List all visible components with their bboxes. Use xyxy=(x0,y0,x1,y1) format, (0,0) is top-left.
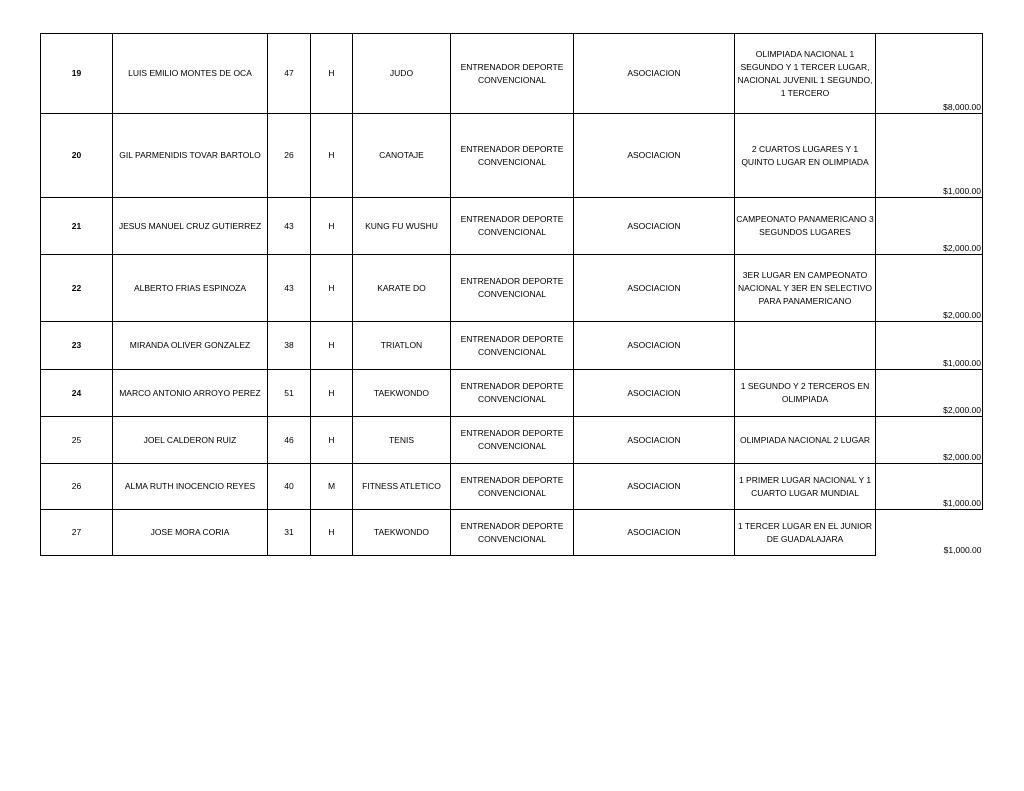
row-number: 26 xyxy=(41,464,113,510)
coach-amount xyxy=(876,510,983,556)
coach-sport: KUNG FU WUSHU xyxy=(353,198,451,255)
coach-sport: CANOTAJE xyxy=(353,114,451,198)
coach-role: ENTRENADOR DEPORTE CONVENCIONAL xyxy=(451,114,574,198)
coach-name: ALMA RUTH INOCENCIO REYES xyxy=(113,464,268,510)
coach-role: ENTRENADOR DEPORTE CONVENCIONAL xyxy=(451,417,574,464)
coach-sport: TRIATLON xyxy=(353,322,451,370)
amount-value: $1,000.00 xyxy=(943,544,982,555)
amount-value: $2,000.00 xyxy=(943,452,981,462)
table-row xyxy=(41,34,983,114)
coach-role: ENTRENADOR DEPORTE CONVENCIONAL xyxy=(451,464,574,510)
coach-role: ENTRENADOR DEPORTE CONVENCIONAL xyxy=(451,322,574,370)
row-number: 27 xyxy=(41,510,113,556)
coach-type: ASOCIACION xyxy=(574,464,735,510)
coaches-table-page xyxy=(40,33,983,556)
amount-value: $1,000.00 xyxy=(943,186,981,196)
coach-name: JESUS MANUEL CRUZ GUTIERREZ xyxy=(113,198,268,255)
coach-sport: TAEKWONDO xyxy=(353,510,451,556)
coach-type: ASOCIACION xyxy=(574,417,735,464)
coach-achievements: 1 SEGUNDO Y 2 TERCEROS EN OLIMPIADA xyxy=(735,370,876,417)
amount-value: $8,000.00 xyxy=(943,102,981,112)
coach-amount xyxy=(876,417,983,464)
coach-sex: M xyxy=(311,464,353,510)
table-row xyxy=(41,417,983,464)
coach-role: ENTRENADOR DEPORTE CONVENCIONAL xyxy=(451,255,574,322)
coach-amount xyxy=(876,114,983,198)
coach-sport: TAEKWONDO xyxy=(353,370,451,417)
coach-type: ASOCIACION xyxy=(574,370,735,417)
coach-amount xyxy=(876,198,983,255)
coach-sex: H xyxy=(311,322,353,370)
coach-amount xyxy=(876,464,983,510)
table-row xyxy=(41,255,983,322)
coach-sex: H xyxy=(311,510,353,556)
coach-age: 43 xyxy=(268,198,311,255)
row-number: 25 xyxy=(41,417,113,464)
coach-type: ASOCIACION xyxy=(574,114,735,198)
coach-name: JOSE MORA CORIA xyxy=(113,510,268,556)
coach-role: ENTRENADOR DEPORTE CONVENCIONAL xyxy=(451,34,574,114)
coach-age: 40 xyxy=(268,464,311,510)
coach-name: MIRANDA OLIVER GONZALEZ xyxy=(113,322,268,370)
coach-age: 38 xyxy=(268,322,311,370)
row-number: 20 xyxy=(41,114,113,198)
row-number: 21 xyxy=(41,198,113,255)
coach-sex: H xyxy=(311,198,353,255)
coach-name: GIL PARMENIDIS TOVAR BARTOLO xyxy=(113,114,268,198)
table-row xyxy=(41,510,983,556)
coach-achievements: 1 TERCER LUGAR EN EL JUNIOR DE GUADALAJARA xyxy=(735,510,876,556)
coach-age: 26 xyxy=(268,114,311,198)
amount-value: $1,000.00 xyxy=(943,358,981,368)
coach-sex: H xyxy=(311,114,353,198)
coach-sex: H xyxy=(311,34,353,114)
coach-type: ASOCIACION xyxy=(574,198,735,255)
coach-role: ENTRENADOR DEPORTE CONVENCIONAL xyxy=(451,198,574,255)
amount-value: $2,000.00 xyxy=(943,243,981,253)
coach-achievements: CAMPEONATO PANAMERICANO 3 SEGUNDOS LUGARES xyxy=(735,198,876,255)
coach-achievements: OLIMPIADA NACIONAL 1 SEGUNDO Y 1 TERCER LUGAR, NACIONAL JUVENIL 1 SEGUNDO, 1 TERCERO xyxy=(735,34,876,114)
coach-name: ALBERTO FRIAS ESPINOZA xyxy=(113,255,268,322)
row-number: 24 xyxy=(41,370,113,417)
coach-achievements: 3ER LUGAR EN CAMPEONATO NACIONAL Y 3ER EN SELECTIVO PARA PANAMERICANO xyxy=(735,255,876,322)
row-number: 19 xyxy=(41,34,113,114)
coaches-table xyxy=(40,33,983,556)
amount-value: $1,000.00 xyxy=(943,498,981,508)
coach-achievements: 1 PRIMER LUGAR NACIONAL Y 1 CUARTO LUGAR MUNDIAL xyxy=(735,464,876,510)
row-number: 23 xyxy=(41,322,113,370)
coach-type: ASOCIACION xyxy=(574,510,735,556)
coach-sport: JUDO xyxy=(353,34,451,114)
coach-amount xyxy=(876,255,983,322)
coach-type: ASOCIACION xyxy=(574,322,735,370)
coach-age: 51 xyxy=(268,370,311,417)
coach-sex: H xyxy=(311,417,353,464)
coach-name: JOEL CALDERON RUIZ xyxy=(113,417,268,464)
coach-name: LUIS EMILIO MONTES DE OCA xyxy=(113,34,268,114)
coach-age: 47 xyxy=(268,34,311,114)
coach-amount xyxy=(876,34,983,114)
table-row xyxy=(41,114,983,198)
table-row xyxy=(41,322,983,370)
amount-value: $2,000.00 xyxy=(943,310,981,320)
coach-achievements xyxy=(735,322,876,370)
coach-age: 43 xyxy=(268,255,311,322)
coach-sex: H xyxy=(311,370,353,417)
coach-type: ASOCIACION xyxy=(574,255,735,322)
table-row xyxy=(41,198,983,255)
coach-achievements: 2 CUARTOS LUGARES Y 1 QUINTO LUGAR EN OLIMPIADA xyxy=(735,114,876,198)
coach-sex: H xyxy=(311,255,353,322)
coach-sport: TENIS xyxy=(353,417,451,464)
coach-sport: FITNESS ATLETICO xyxy=(353,464,451,510)
coach-age: 46 xyxy=(268,417,311,464)
coaches-table-body xyxy=(41,34,983,556)
coach-type: ASOCIACION xyxy=(574,34,735,114)
coach-achievements: OLIMPIADA NACIONAL 2 LUGAR xyxy=(735,417,876,464)
table-row xyxy=(41,464,983,510)
table-row xyxy=(41,370,983,417)
coach-sport: KARATE DO xyxy=(353,255,451,322)
coach-role: ENTRENADOR DEPORTE CONVENCIONAL xyxy=(451,510,574,556)
row-number: 22 xyxy=(41,255,113,322)
coach-age: 31 xyxy=(268,510,311,556)
amount-value: $2,000.00 xyxy=(943,405,981,415)
coach-name: MARCO ANTONIO ARROYO PEREZ xyxy=(113,370,268,417)
coach-role: ENTRENADOR DEPORTE CONVENCIONAL xyxy=(451,370,574,417)
coach-amount xyxy=(876,370,983,417)
coach-amount xyxy=(876,322,983,370)
